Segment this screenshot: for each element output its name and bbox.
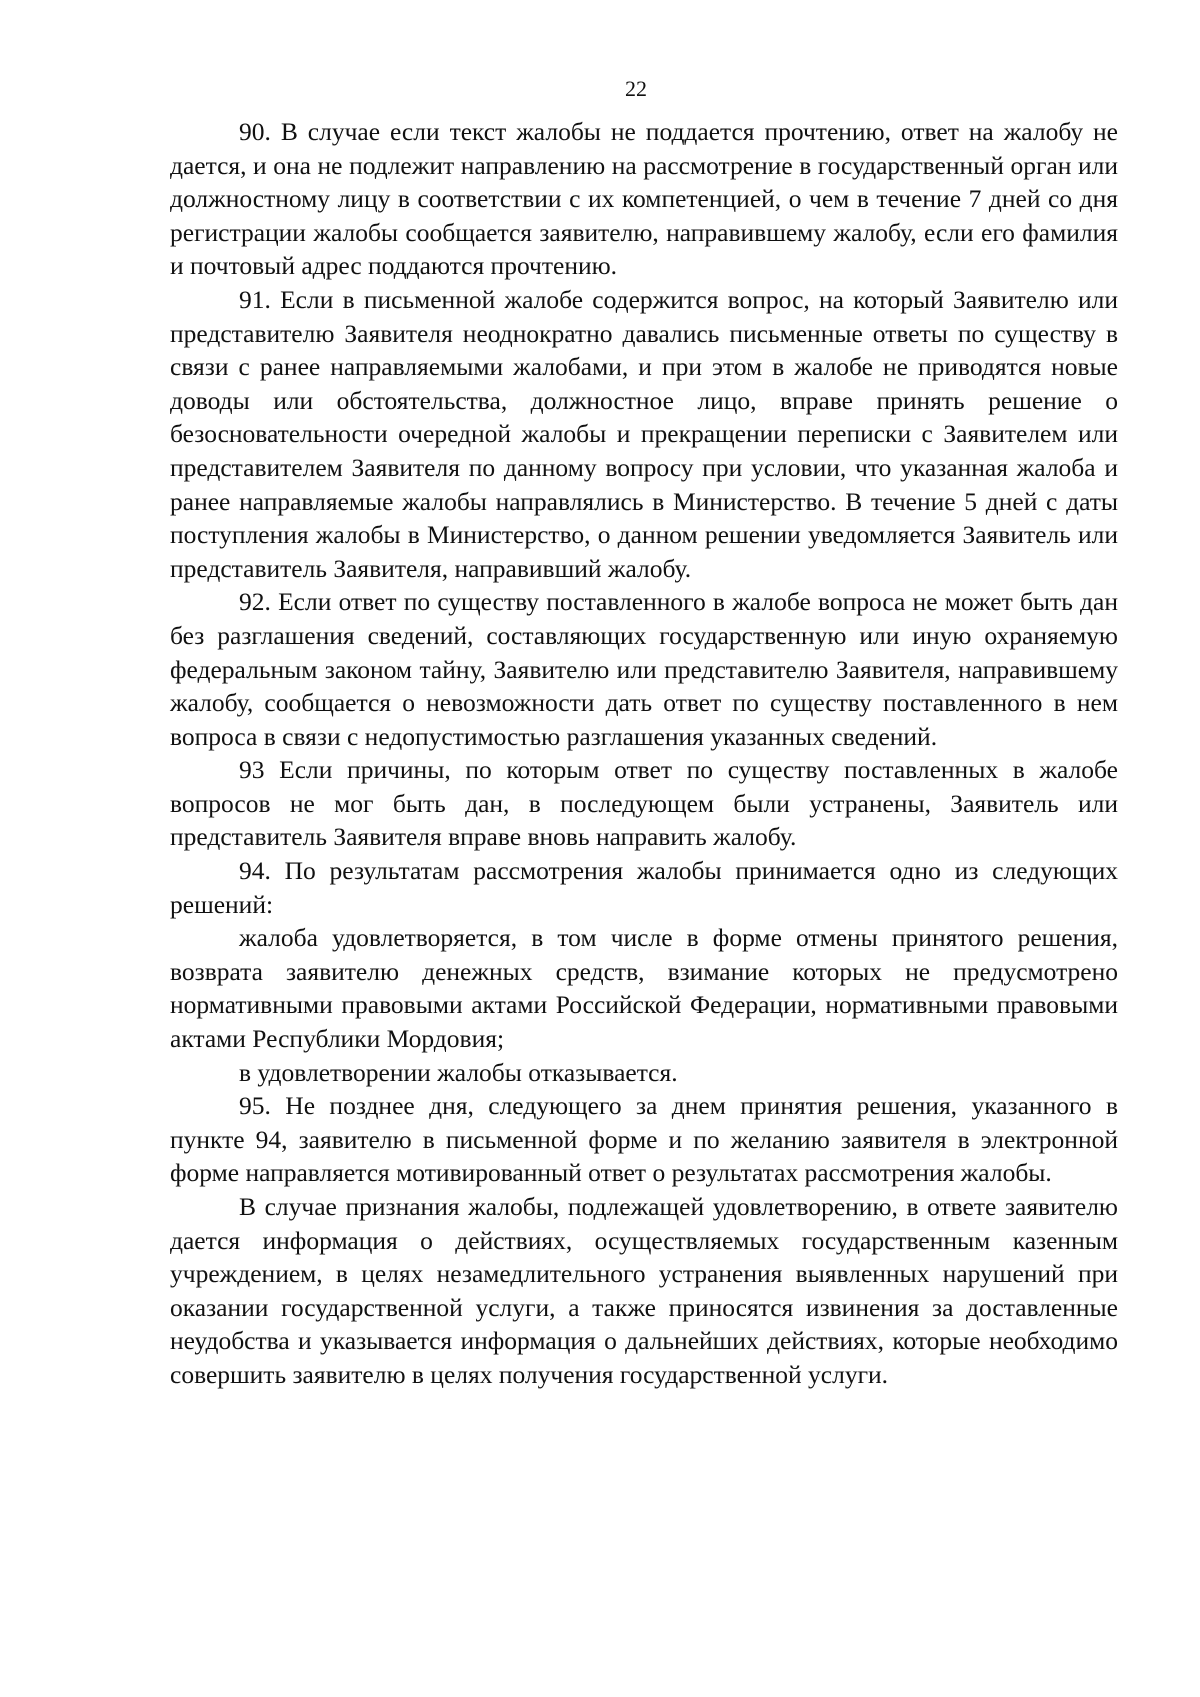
document-body bbox=[170, 115, 1118, 1392]
paragraph-91: 91. Если в письменной жалобе содержится вопрос, на который Заявителю или представителю Заявителя неоднократно давались письменные ответы по существу в связи с ранее направляемыми жалобами, и при этом в жалобе не приводятся новые доводы или обстоятельства, должностное лицо, вправе принять решение о безосновательности очередной жалобы и прекращении переписки с Заявителем или представителем Заявителя по данному вопросу при условии, что указанная жалоба и ранее направляемые жалобы направлялись в Министерство. В течение 5 дней с даты поступления жалобы в Министерство, о данном решении уведомляется Заявитель или представитель Заявителя, направивший жалобу. bbox=[170, 284, 1118, 583]
paragraph-95: 95. Не позднее дня, следующего за днем принятия решения, указанного в пункте 94, заявителю в письменной форме и по желанию заявителя в электронной форме направляется мотивированный ответ о результатах рассмотрения жалобы. bbox=[170, 1091, 1118, 1188]
paragraph-94-option-granted: жалоба удовлетворяется, в том числе в форме отмены принятого решения, возврата заявителю денежных средств, взимание которых не предусмотрено нормативными правовыми актами Российской Федерации, нормативными правовыми актами Республики Мордовия; bbox=[170, 923, 1118, 1054]
page-number: 22 bbox=[625, 76, 647, 101]
paragraph-94-option-denied: в удовлетворении жалобы отказывается. bbox=[239, 1057, 678, 1087]
paragraph-90: 90. В случае если текст жалобы не поддается прочтению, ответ на жалобу не дается, и она не подлежит направлению на рассмотрение в государственный орган или должностному лицу в соответствии с их компетенцией, о чем в течение 7 дней со дня регистрации жалобы сообщается заявителю, направившему жалобу, если его фамилия и почтовый адрес поддаются прочтению. bbox=[170, 117, 1118, 281]
paragraph-94: 94. По результатам рассмотрения жалобы принимается одно из следующих решений: bbox=[170, 856, 1118, 919]
paragraph-95-continuation: В случае признания жалобы, подлежащей удовлетворению, в ответе заявителю дается информация о действиях, осуществляемых государственным казенным учреждением, в целях незамедлительного устранения выявленных нарушений при оказании государственной услуги, а также приносятся извинения за доставленные неудобства и указывается информация о дальнейших действиях, которые необходимо совершить заявителю в целях получения государственной услуги. bbox=[170, 1192, 1118, 1389]
paragraph-93: 93 Если причины, по которым ответ по существу поставленных в жалобе вопросов не мог быть дан, в последующем были устранены, Заявитель или представитель Заявителя вправе вновь направить жалобу. bbox=[170, 755, 1118, 852]
paragraph-92: 92. Если ответ по существу поставленного в жалобе вопроса не может быть дан без разглашения сведений, составляющих государственную или иную охраняемую федеральным законом тайну, Заявителю или представителю Заявителя, направившему жалобу, сообщается о невозможности дать ответ по существу поставленного в нем вопроса в связи с недопустимостью разглашения указанных сведений. bbox=[170, 587, 1118, 751]
